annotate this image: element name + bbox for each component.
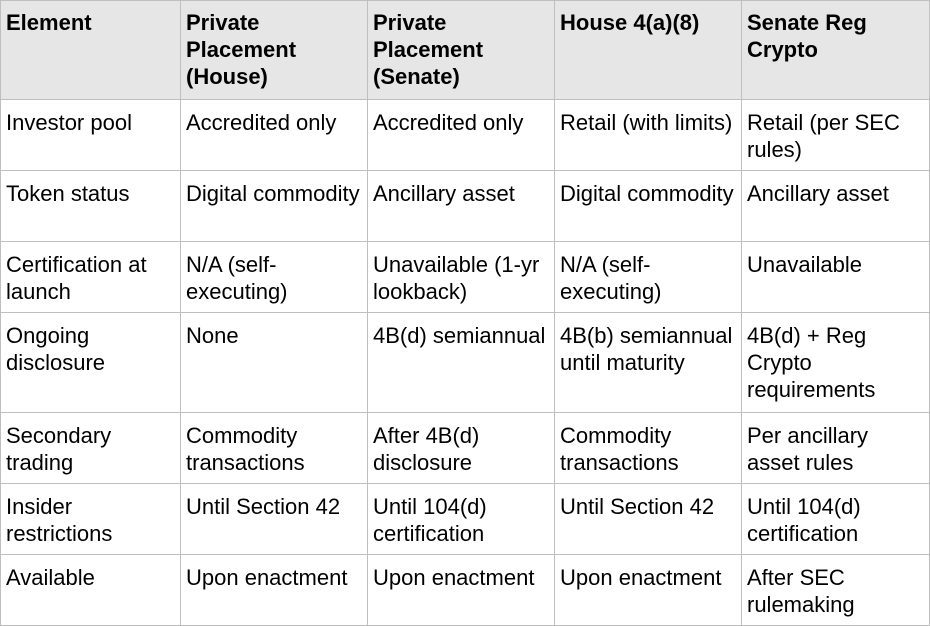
table-cell: 4B(d) semiannual	[368, 313, 555, 413]
table-cell: Upon enactment	[368, 555, 555, 626]
table-cell: Until 104(d) certification	[742, 484, 930, 555]
header-house-4a8: House 4(a)(8)	[555, 1, 742, 100]
table-row	[1, 484, 930, 555]
table-row	[1, 171, 930, 242]
row-label: Secondary trading	[1, 413, 181, 484]
table-cell: Ancillary asset	[742, 171, 930, 242]
header-private-placement-senate: Private Placement (Senate)	[368, 1, 555, 100]
table-cell: Digital commodity	[181, 171, 368, 242]
table-cell: 4B(d) + Reg Crypto requirements	[742, 313, 930, 413]
header-senate-reg-crypto: Senate Reg Crypto	[742, 1, 930, 100]
header-private-placement-house: Private Placement (House)	[181, 1, 368, 100]
table-cell: Until 104(d) certification	[368, 484, 555, 555]
table-cell: Until Section 42	[181, 484, 368, 555]
table-cell: Accredited only	[181, 100, 368, 171]
row-label: Certification at launch	[1, 242, 181, 313]
table-cell: Until Section 42	[555, 484, 742, 555]
table-cell: Per ancillary asset rules	[742, 413, 930, 484]
table-cell: None	[181, 313, 368, 413]
table-row	[1, 413, 930, 484]
table-cell: Retail (per SEC rules)	[742, 100, 930, 171]
table-cell: After 4B(d) disclosure	[368, 413, 555, 484]
table-cell: Upon enactment	[555, 555, 742, 626]
table-cell: Digital commodity	[555, 171, 742, 242]
table-cell: N/A (self-executing)	[181, 242, 368, 313]
header-row	[1, 1, 930, 100]
table-cell: 4B(b) semiannual until maturity	[555, 313, 742, 413]
table-body	[1, 100, 930, 626]
table-cell: Unavailable	[742, 242, 930, 313]
table-cell: Commodity transactions	[181, 413, 368, 484]
row-label: Available	[1, 555, 181, 626]
row-label: Investor pool	[1, 100, 181, 171]
row-label: Insider restrictions	[1, 484, 181, 555]
row-label: Token status	[1, 171, 181, 242]
table-header	[1, 1, 930, 100]
table-cell: Commodity transactions	[555, 413, 742, 484]
table-cell: N/A (self-executing)	[555, 242, 742, 313]
table-row	[1, 242, 930, 313]
header-element: Element	[1, 1, 181, 100]
table-cell: Ancillary asset	[368, 171, 555, 242]
table-row	[1, 100, 930, 171]
table-cell: Accredited only	[368, 100, 555, 171]
table-cell: Retail (with limits)	[555, 100, 742, 171]
table-cell: Unavailable (1-yr lookback)	[368, 242, 555, 313]
row-label: Ongoing disclosure	[1, 313, 181, 413]
table-row	[1, 313, 930, 413]
table-row	[1, 555, 930, 626]
table-cell: After SEC rulemaking	[742, 555, 930, 626]
table-cell: Upon enactment	[181, 555, 368, 626]
